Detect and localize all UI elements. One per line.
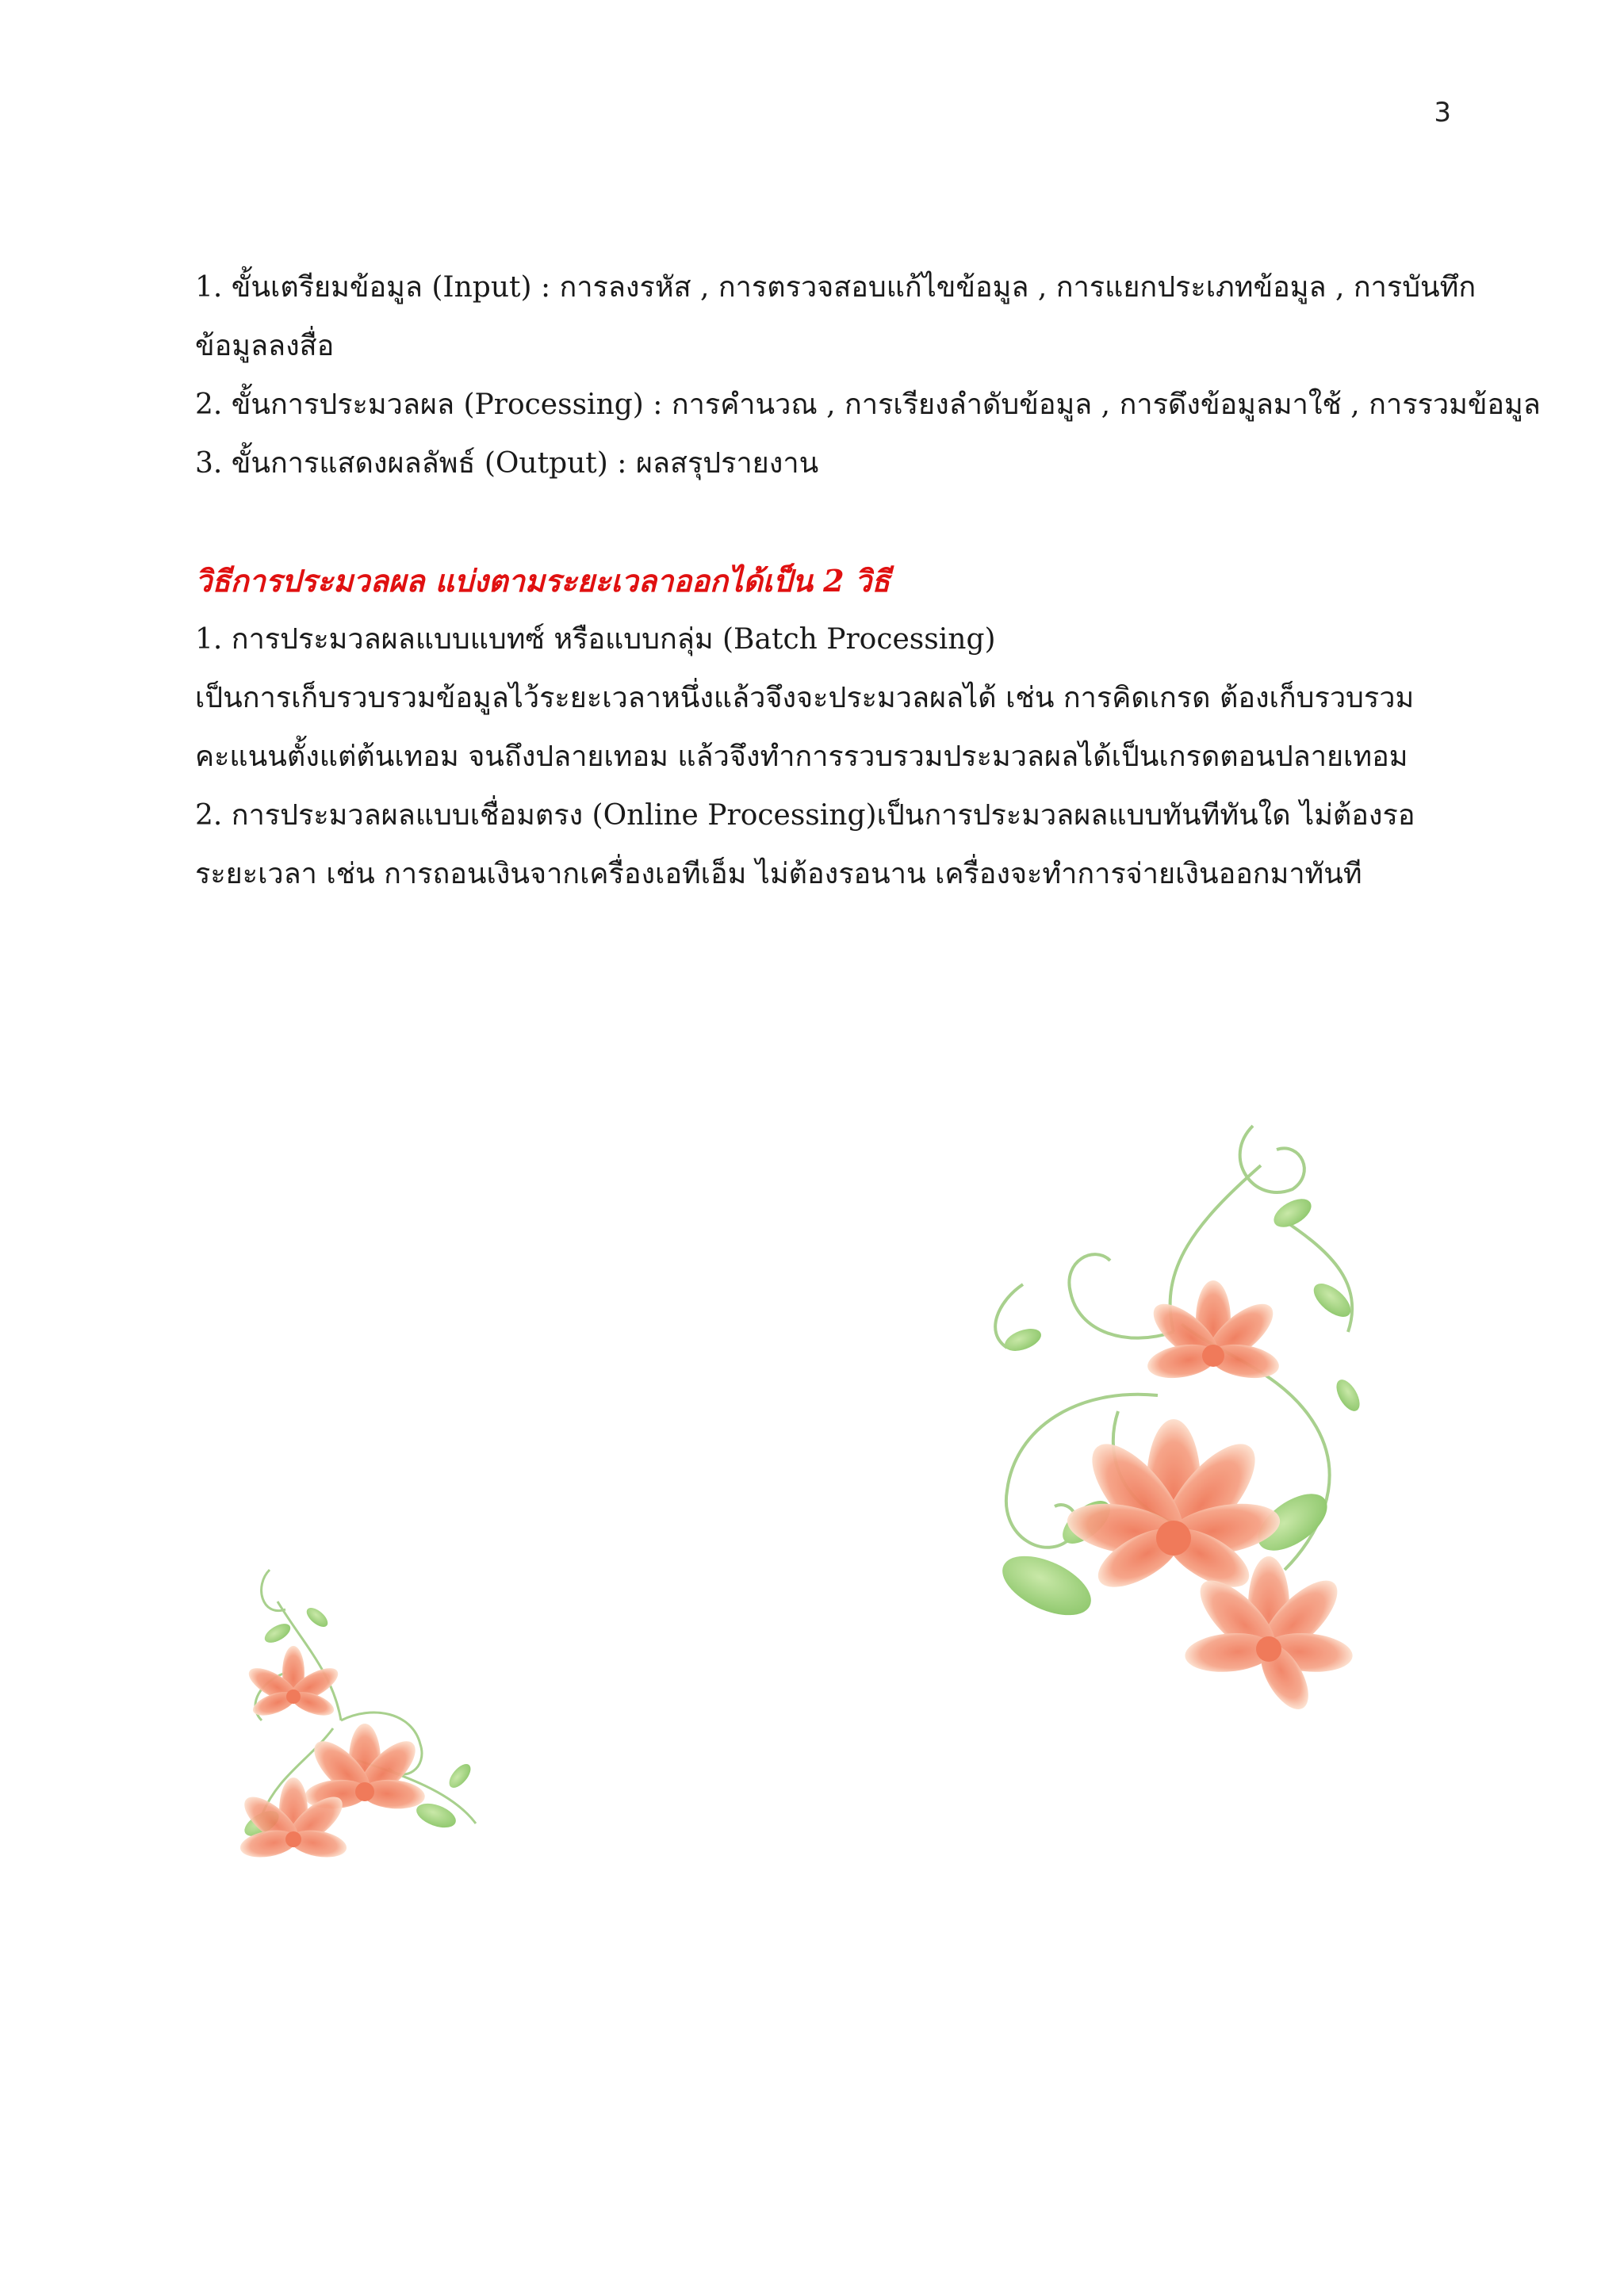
batch-processing-title: 1. การประมวลผลแบบแบทซ์ หรือแบบกลุ่ม (Batch Processing): [195, 623, 996, 656]
section-spacer: [195, 493, 1472, 552]
page-number: 3: [1434, 97, 1451, 128]
document-body: [195, 258, 1541, 904]
batch-processing-desc-2: คะแนนตั้งแต่ต้นเทอม จนถึงปลายเทอม แล้วจึงทำการรวบรวมประมวลผลได้เป็นเกรดตอนปลายเทอม: [195, 740, 1408, 773]
floral-vine-large-icon: [920, 1094, 1396, 1776]
step-input-line-1: 1. ขั้นเตรียมข้อมูล (Input) : การลงรหัส , การตรวจสอบแก้ไขข้อมูล , การแยกประเภทข้อมูล , การบันทึก: [195, 271, 1477, 304]
batch-processing-desc-1: เป็นการเก็บรวบรวมข้อมูลไว้ระยะเวลาหนึ่งแล้วจึงจะประมวลผลได้ เช่น การคิดเกรด ต้องเก็บรวบรวม: [195, 682, 1415, 714]
online-processing-line-2: ระยะเวลา เช่น การถอนเงินจากเครื่องเอทีเอ็ม ไม่ต้องรอนาน เครื่องจะทำการจ่ายเงินออกมาทันที: [195, 858, 1362, 890]
step-processing: 2. ขั้นการประมวลผล (Processing) : การคำนวณ , การเรียงลำดับข้อมูล , การดึงข้อมูลมาใช้ , การรวมข้อมูล: [195, 388, 1541, 421]
methods-heading: วิธีการประมวลผล แบ่งตามระยะเวลาออกได้เป็น 2 วิธี: [195, 563, 891, 599]
online-processing-line-1: 2. การประมวลผลแบบเชื่อมตรง (Online Processing)เป็นการประมวลผลแบบทันทีทันใด ไม่ต้องรอ: [195, 799, 1415, 832]
step-input-line-2: ข้อมูลลงสื่อ: [195, 330, 335, 362]
floral-vine-small-icon: [214, 1554, 531, 1950]
step-output: 3. ขั้นการแสดงผลลัพธ์ (Output) : ผลสรุปรายงาน: [195, 447, 819, 480]
